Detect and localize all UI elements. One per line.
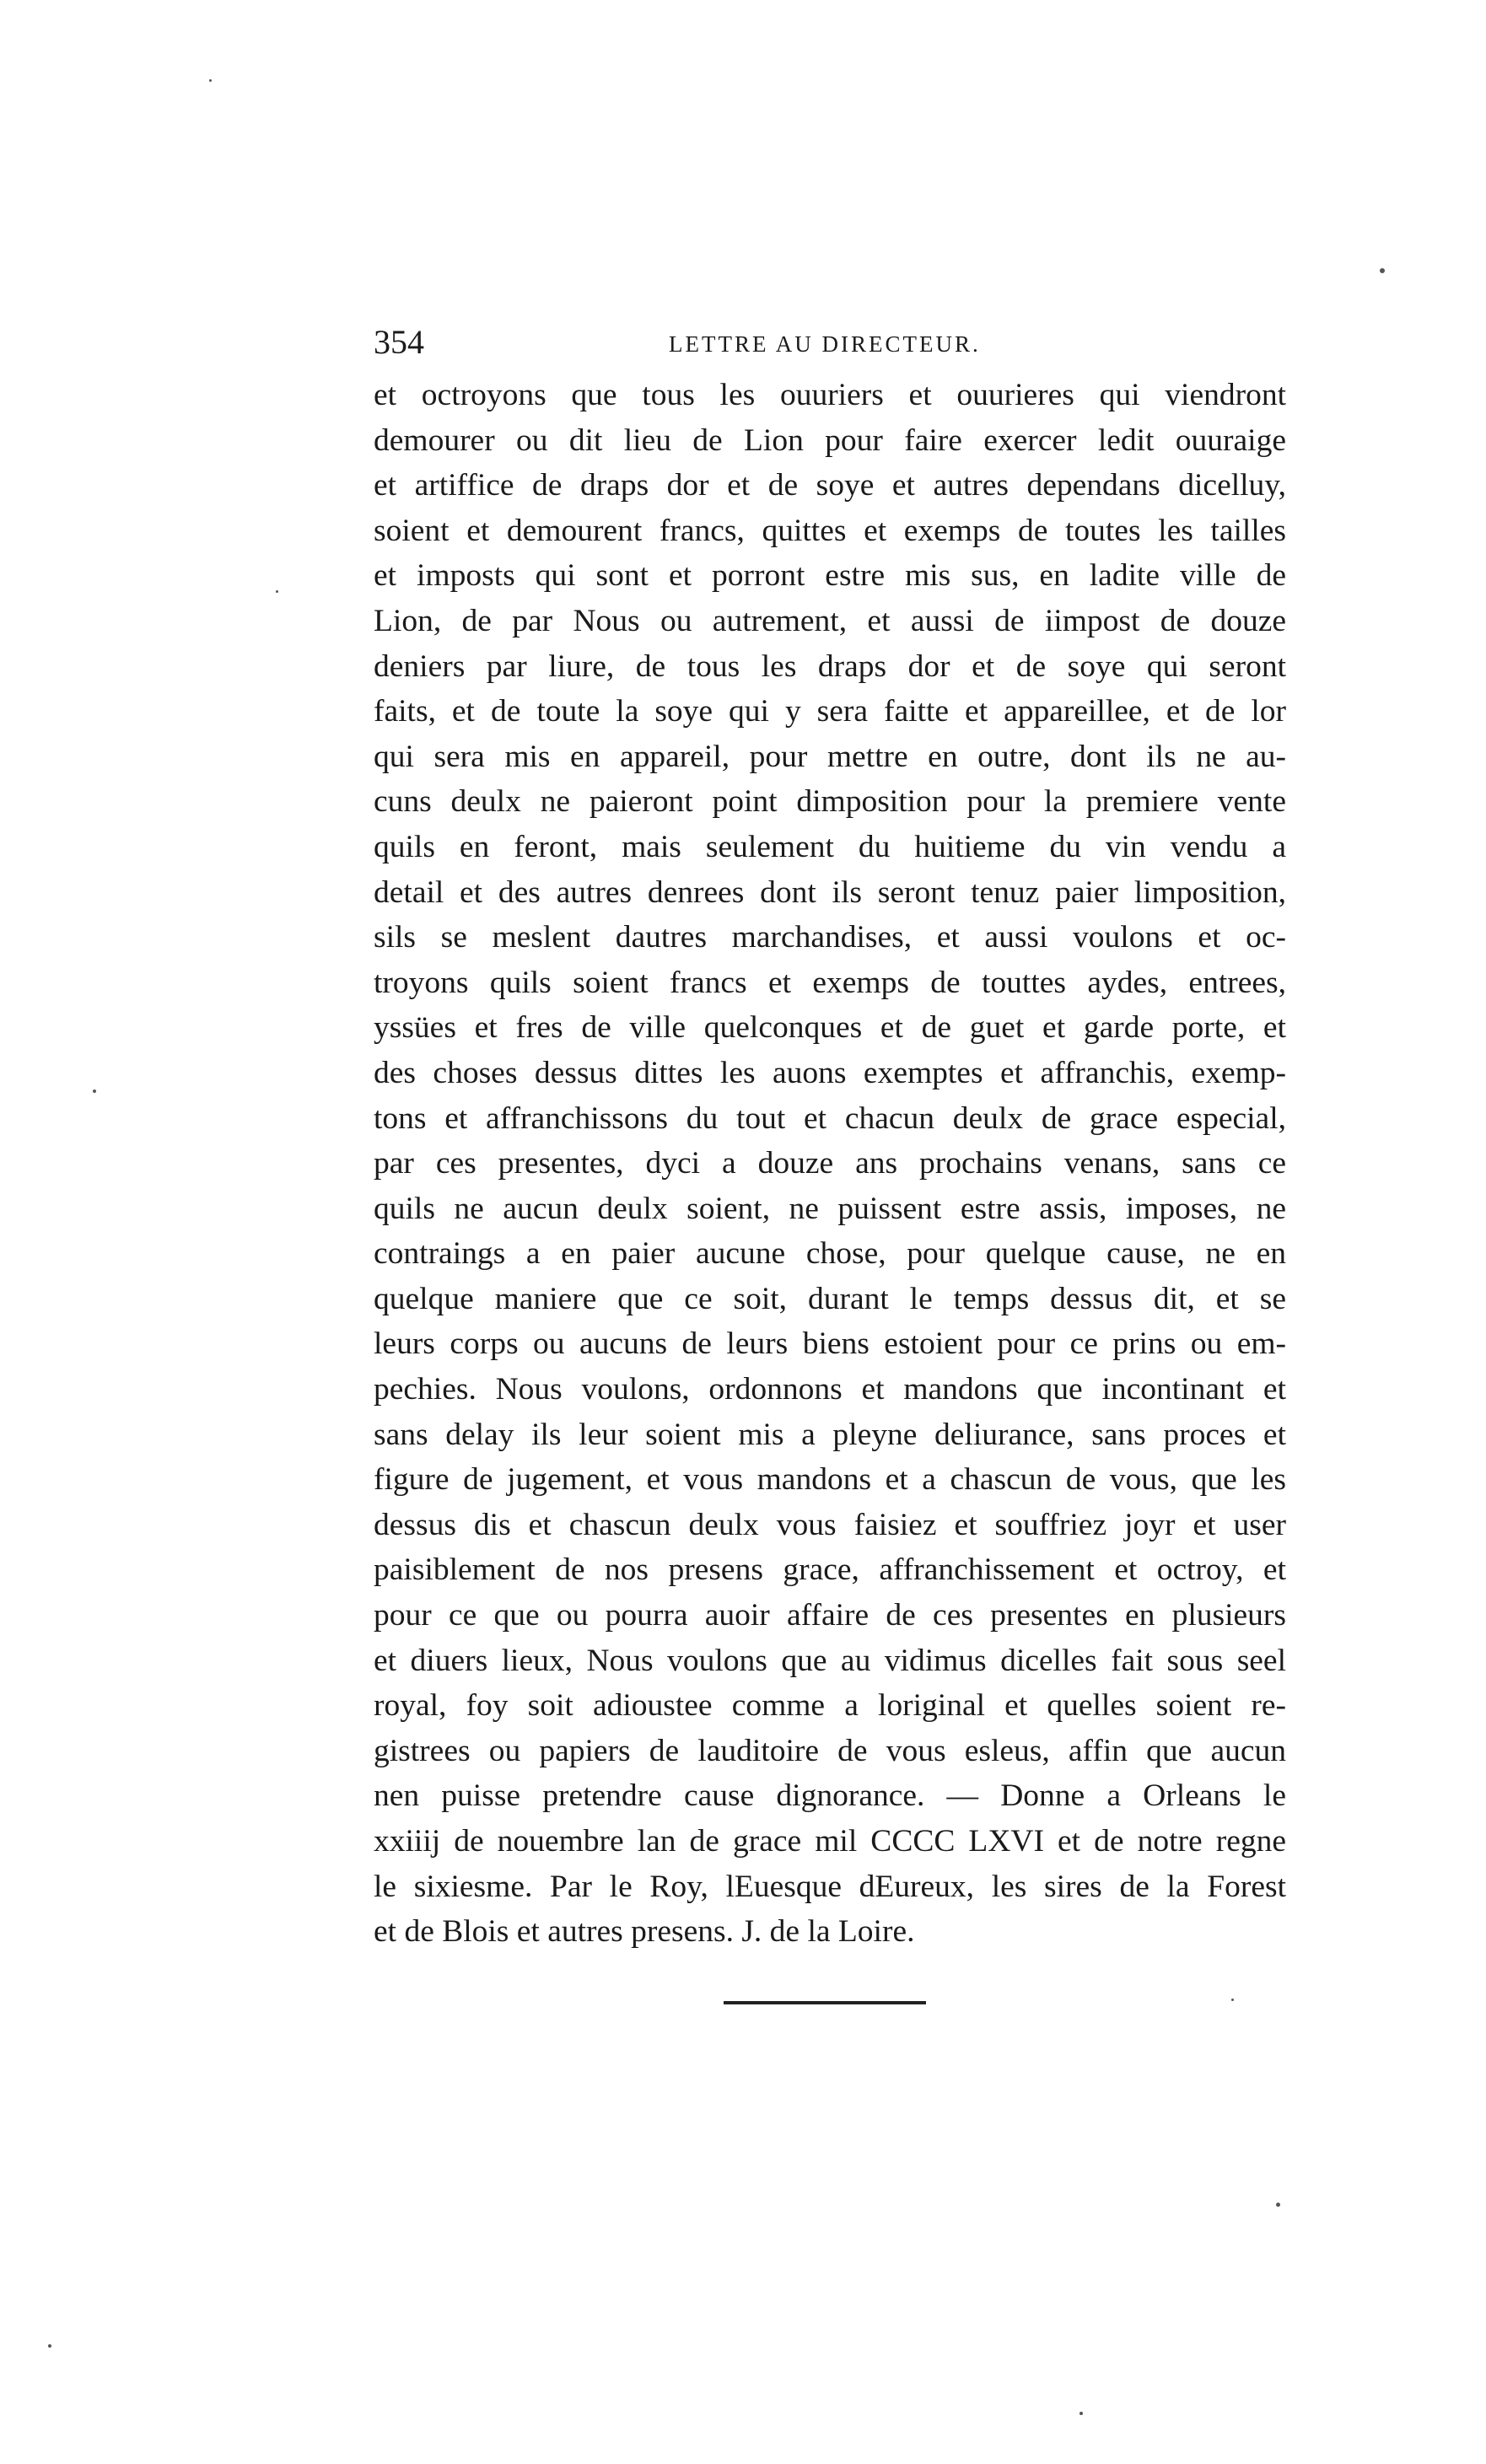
paper-speck <box>276 590 278 593</box>
text-line: des choses dessus dittes les auons exemptes et affranchis, exemp- <box>374 1055 1286 1090</box>
text-line: pechies. Nous voulons, ordonnons et mandons que incontinant et <box>374 1372 1286 1407</box>
text-line: cuns deulx ne paieront point dimposition pour la premiere vente <box>374 784 1286 820</box>
text-line: detail et des autres denrees dont ils seront tenuz paier limposition, <box>374 874 1286 910</box>
paper-speck <box>1380 268 1385 273</box>
text-line: demourer ou dit lieu de Lion pour faire exercer ledit ouuraige <box>374 422 1286 458</box>
text-line: le sixiesme. Par le Roy, lEuesque dEureux, les sires de la Forest <box>374 1869 1286 1904</box>
text-line: soient et demourent francs, quittes et exemps de toutes les tailles <box>374 513 1286 548</box>
text-line: gistrees ou papiers de lauditoire de vous esleus, affin que aucun <box>374 1733 1286 1768</box>
paper-speck <box>1231 1999 1234 2001</box>
text-line: quils ne aucun deulx soient, ne puissent estre assis, imposes, ne <box>374 1191 1286 1226</box>
page-number: 354 <box>374 323 424 361</box>
text-line: et diuers lieux, Nous voulons que au vidimus dicelles fait sous seel <box>374 1643 1286 1678</box>
text-line: quelque maniere que ce soit, durant le temps dessus dit, et se <box>374 1281 1286 1316</box>
text-line: nen puisse pretendre cause dignorance. — Donne a Orleans le <box>374 1778 1286 1814</box>
text-line: Lion, de par Nous ou autrement, et aussi de iimpost de douze <box>374 603 1286 638</box>
text-line: sils se meslent dautres marchandises, et aussi voulons et oc- <box>374 920 1286 955</box>
text-line: xxiiij de nouembre lan de grace mil CCCC LXVI et de notre regne <box>374 1824 1286 1859</box>
text-line: deniers par liure, de tous les draps dor et de soye qui seront <box>374 648 1286 684</box>
text-line: et de Blois et autres presens. J. de la Loire. <box>374 1914 915 1950</box>
paper-speck <box>1080 2412 1083 2415</box>
text-line: paisiblement de nos presens grace, affranchissement et octroy, et <box>374 1552 1286 1588</box>
text-line: pour ce que ou pourra auoir affaire de ces presentes en plusieurs <box>374 1598 1286 1633</box>
text-line: troyons quils soient francs et exemps de touttes aydes, entrees, <box>374 965 1286 1000</box>
body-text <box>374 373 1286 1955</box>
paper-speck <box>93 1089 96 1093</box>
text-line: dessus dis et chascun deulx vous faisiez et souffriez joyr et user <box>374 1507 1286 1542</box>
text-line: qui sera mis en appareil, pour mettre en outre, dont ils ne au- <box>374 739 1286 774</box>
paper-speck <box>1276 2203 1280 2207</box>
text-line: par ces presentes, dyci a douze ans prochains venans, sans ce <box>374 1146 1286 1181</box>
text-line: contraings a en paier aucune chose, pour quelque cause, ne en <box>374 1236 1286 1272</box>
running-head <box>374 320 1284 371</box>
text-line: et octroyons que tous les ouuriers et ouurieres qui viendront <box>374 378 1286 412</box>
text-line: figure de jugement, et vous mandons et a chascun de vous, que les <box>374 1462 1286 1498</box>
running-title: LETTRE AU DIRECTEUR. <box>669 331 981 357</box>
section-end-rule <box>724 2001 926 2004</box>
text-line: et artiffice de draps dor et de soye et autres dependans dicelluy, <box>374 468 1286 503</box>
text-line: et imposts qui sont et porront estre mis sus, en ladite ville de <box>374 558 1286 594</box>
text-line: quils en feront, mais seulement du huitieme du vin vendu a <box>374 829 1286 864</box>
text-line: faits, et de toute la soye qui y sera faitte et appareillee, et de lor <box>374 694 1286 729</box>
paper-speck <box>209 79 212 82</box>
paper-speck <box>48 2344 51 2348</box>
text-line: yssües et fres de ville quelconques et de guet et garde porte, et <box>374 1010 1286 1046</box>
text-line: tons et affranchissons du tout et chacun deulx de grace especial, <box>374 1100 1286 1136</box>
text-line: sans delay ils leur soient mis a pleyne deliurance, sans proces et <box>374 1417 1286 1452</box>
text-line: leurs corps ou aucuns de leurs biens estoient pour ce prins ou em- <box>374 1326 1286 1362</box>
text-line: royal, foy soit adioustee comme a loriginal et quelles soient re- <box>374 1688 1286 1724</box>
